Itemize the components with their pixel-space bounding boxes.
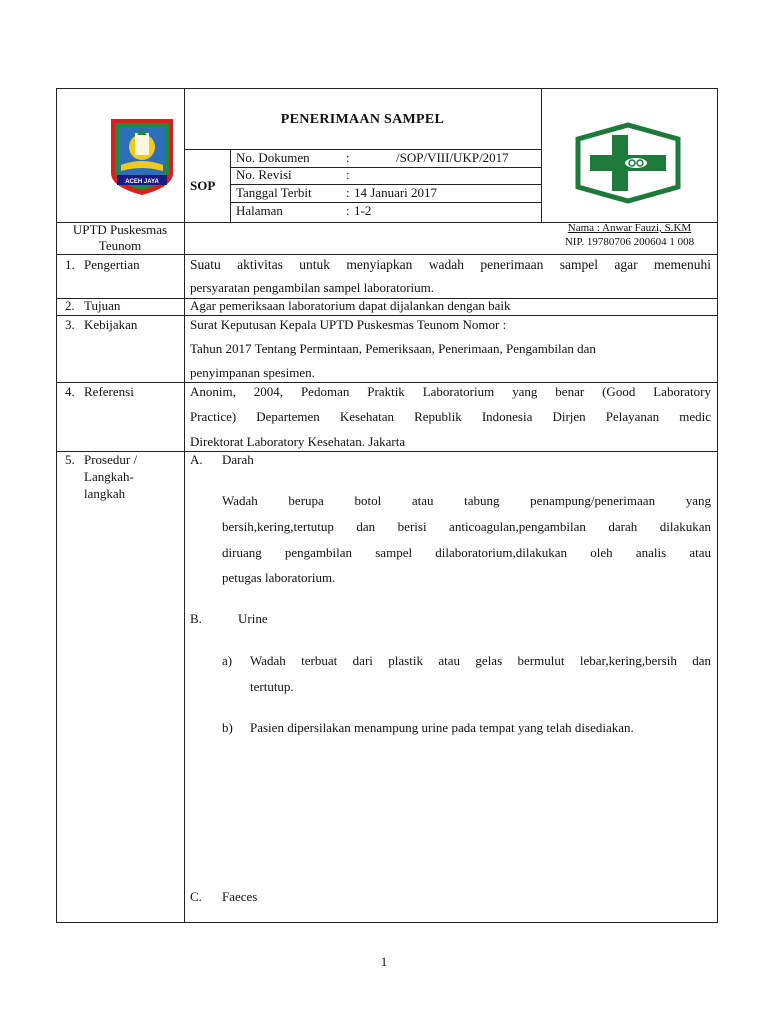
section-marker: A.	[190, 452, 203, 467]
field-label-revisi: No. Revisi	[236, 167, 292, 182]
row-number: 3.	[65, 317, 75, 332]
page-number: 1	[380, 954, 388, 969]
row-label-prosedur: Langkah-	[84, 469, 134, 484]
signer-name: Nama : Anwar Fauzi, S.KM	[567, 222, 692, 234]
row-divider	[56, 315, 718, 316]
document-title: PENERIMAAN SAMPEL	[280, 112, 445, 127]
row-label-prosedur: langkah	[84, 486, 126, 501]
row-number: 2.	[65, 298, 75, 313]
row-label-prosedur: Prosedur /	[84, 452, 138, 467]
org-name: UPTD Puskesmas	[72, 222, 168, 237]
field-label-halaman: Halaman	[236, 203, 283, 218]
field-label-dokumen: No. Dokumen	[236, 150, 310, 165]
field-sep: :	[346, 150, 350, 165]
column-divider-left	[184, 88, 185, 923]
row-number: 5.	[65, 452, 75, 467]
row-divider	[56, 254, 718, 255]
urine-item-line: Wadah terbuat dari plastik atau gelas bermulut lebar,kering,bersih dan	[250, 653, 711, 668]
kebijakan-text-line: Tahun 2017 Tentang Permintaan, Pemeriksaan, Penerimaan, Pengambilan dan	[190, 341, 596, 356]
pengertian-text-line: persyaratan pengambilan sampel laboratorium.	[190, 280, 435, 295]
puskesmas-logo-icon	[574, 121, 682, 205]
row-label-tujuan: Tujuan	[84, 298, 121, 313]
pengertian-text-line: Suatu aktivitas untuk menyiapkan wadah penerimaan sampel agar memenuhi	[190, 257, 711, 272]
column-divider-right	[541, 88, 542, 222]
section-marker: B.	[190, 611, 202, 626]
tujuan-text: Agar pemeriksaan laboratorium dapat dijalankan dengan baik	[190, 298, 511, 313]
referensi-text-line: Direktorat Laboratory Kesehatan. Jakarta	[190, 434, 406, 449]
field-value-halaman: 1-2	[354, 203, 372, 218]
referensi-text-line: Anonim, 2004, Pedoman Praktik Laboratorium yang benar (Good Laboratory	[190, 384, 711, 399]
urine-item-line: Pasien dipersilakan menampung urine pada tempat yang telah disediakan.	[250, 720, 634, 735]
row-label-kebijakan: Kebijakan	[84, 317, 138, 332]
field-sep: :	[346, 203, 350, 218]
section-title-urine: Urine	[238, 611, 268, 626]
logo-lettering: ACEH JAYA	[125, 179, 159, 185]
row-label-referensi: Referensi	[84, 384, 134, 399]
list-marker: b)	[222, 720, 233, 735]
darah-text-line: petugas laboratorium.	[222, 570, 336, 585]
kebijakan-text-line: penyimpanan spesimen.	[190, 365, 315, 380]
section-marker: C.	[190, 889, 202, 904]
row-divider	[56, 451, 718, 452]
row-number: 1.	[65, 257, 75, 272]
darah-text-line: bersih,kering,tertutup dan berisi anticoagulan,pengambilan darah dilakukan	[222, 519, 711, 534]
darah-text-line: Wadah berupa botol atau tabung penampung/penerimaan yang	[222, 493, 711, 508]
field-value-dokumen: /SOP/VIII/UKP/2017	[396, 150, 509, 165]
sop-label: SOP	[190, 178, 216, 193]
kebijakan-text-line: Surat Keputusan Kepala UPTD Puskesmas Teunom Nomor :	[190, 317, 507, 332]
org-location: Teunom	[98, 238, 142, 253]
row-divider	[56, 382, 718, 383]
field-label-terbit: Tanggal Terbit	[236, 185, 312, 200]
section-title-darah: Darah	[222, 452, 254, 467]
urine-item-line: tertutup.	[250, 679, 294, 694]
row-number: 4.	[65, 384, 75, 399]
sop-divider	[230, 149, 231, 222]
field-sep: :	[346, 185, 350, 200]
row-label-pengertian: Pengertian	[84, 257, 140, 272]
field-sep: :	[346, 167, 350, 182]
field-value-terbit: 14 Januari 2017	[354, 185, 438, 200]
darah-text-line: diruang pengambilan sampel dilaboratorium,dilakukan oleh analis atau	[222, 545, 711, 560]
referensi-text-line: Practice) Departemen Kesehatan Republik Indonesia Dirjen Pelayanan medic	[190, 409, 711, 424]
aceh-jaya-logo-icon	[107, 113, 177, 197]
signer-nip: NIP. 19780706 200604 1 008	[564, 236, 695, 248]
section-title-faeces: Faeces	[222, 889, 258, 904]
list-marker: a)	[222, 653, 233, 668]
